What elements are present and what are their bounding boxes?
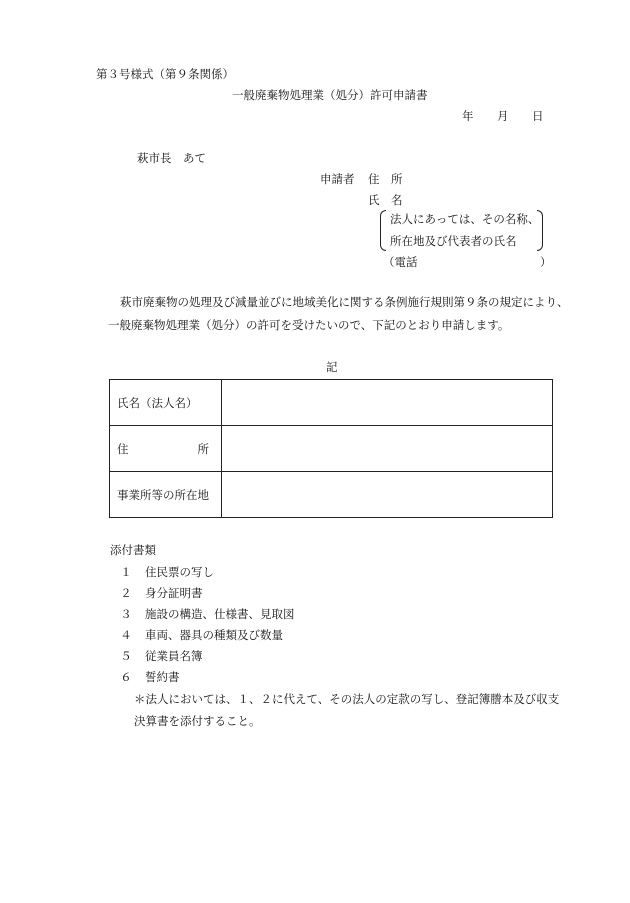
table-label-office: 事業所等の所在地 — [110, 472, 222, 518]
date-year: 年 — [462, 109, 474, 123]
form-number: 第３号様式（第９条関係） — [96, 67, 234, 81]
attachments-heading: 添付書類 — [110, 543, 156, 557]
phone-close: ） — [540, 255, 552, 269]
list-item-number: ６ — [120, 670, 132, 684]
address-label-a: 住 — [117, 441, 129, 456]
list-item-number: ３ — [120, 607, 132, 621]
list-item-number: １ — [120, 565, 132, 579]
phone-open: （電話 — [383, 255, 418, 269]
list-item-text: 施設の構造、仕様書、見取図 — [145, 607, 295, 621]
table-row — [110, 472, 553, 518]
ki-heading: 記 — [326, 360, 338, 374]
address-label-b: 所 — [197, 441, 209, 456]
address-entry-cell[interactable] — [222, 426, 553, 472]
corp-note-1: 法人にあっては、その名称、 — [390, 212, 540, 226]
application-details-table — [109, 379, 553, 518]
list-item-number: ２ — [120, 586, 132, 600]
table-row — [110, 380, 553, 426]
corp-note-2: 所在地及び代表者の氏名 — [390, 234, 517, 248]
body-text-line-2: 一般廃棄物処理業（処分）の許可を受けたいので、下記のとおり申請します。 — [108, 318, 510, 332]
date-day: 日 — [532, 109, 544, 123]
table-label-name: 氏名（法人名） — [110, 380, 222, 426]
list-item-text: 従業員名簿 — [145, 649, 203, 663]
table-label-address — [110, 426, 222, 472]
applicant-label: 申請者 — [320, 172, 355, 186]
attachments-note-line-2: 決算書を添付すること。 — [134, 714, 261, 728]
body-text-line-1: 萩市廃棄物の処理及び減量並びに地域美化に関する条例施行規則第９条の規定により、 — [120, 295, 569, 309]
office-entry-cell[interactable] — [222, 472, 553, 518]
address-label: 住 所 — [368, 172, 403, 186]
list-item-text: 誓約書 — [145, 670, 180, 684]
list-item-text: 住民票の写し — [145, 565, 214, 579]
form-title: 一般廃棄物処理業（処分）許可申請書 — [232, 88, 428, 102]
attachments-note-line-1: ＊法人においては、１、２に代えて、その法人の定款の写し、登記簿謄本及び収支 — [134, 692, 560, 706]
list-item-number: ４ — [120, 628, 132, 642]
list-item-number: ５ — [120, 649, 132, 663]
bracket-right — [537, 210, 543, 251]
addressee: 萩市長 あて — [137, 151, 206, 165]
list-item-text: 車両、器具の種類及び数量 — [145, 628, 283, 642]
name-entry-cell[interactable] — [222, 380, 553, 426]
list-item-text: 身分証明書 — [145, 586, 203, 600]
name-label: 氏 名 — [368, 193, 403, 207]
date-month: 月 — [497, 109, 509, 123]
bracket-left — [380, 210, 386, 251]
table-row — [110, 426, 553, 472]
